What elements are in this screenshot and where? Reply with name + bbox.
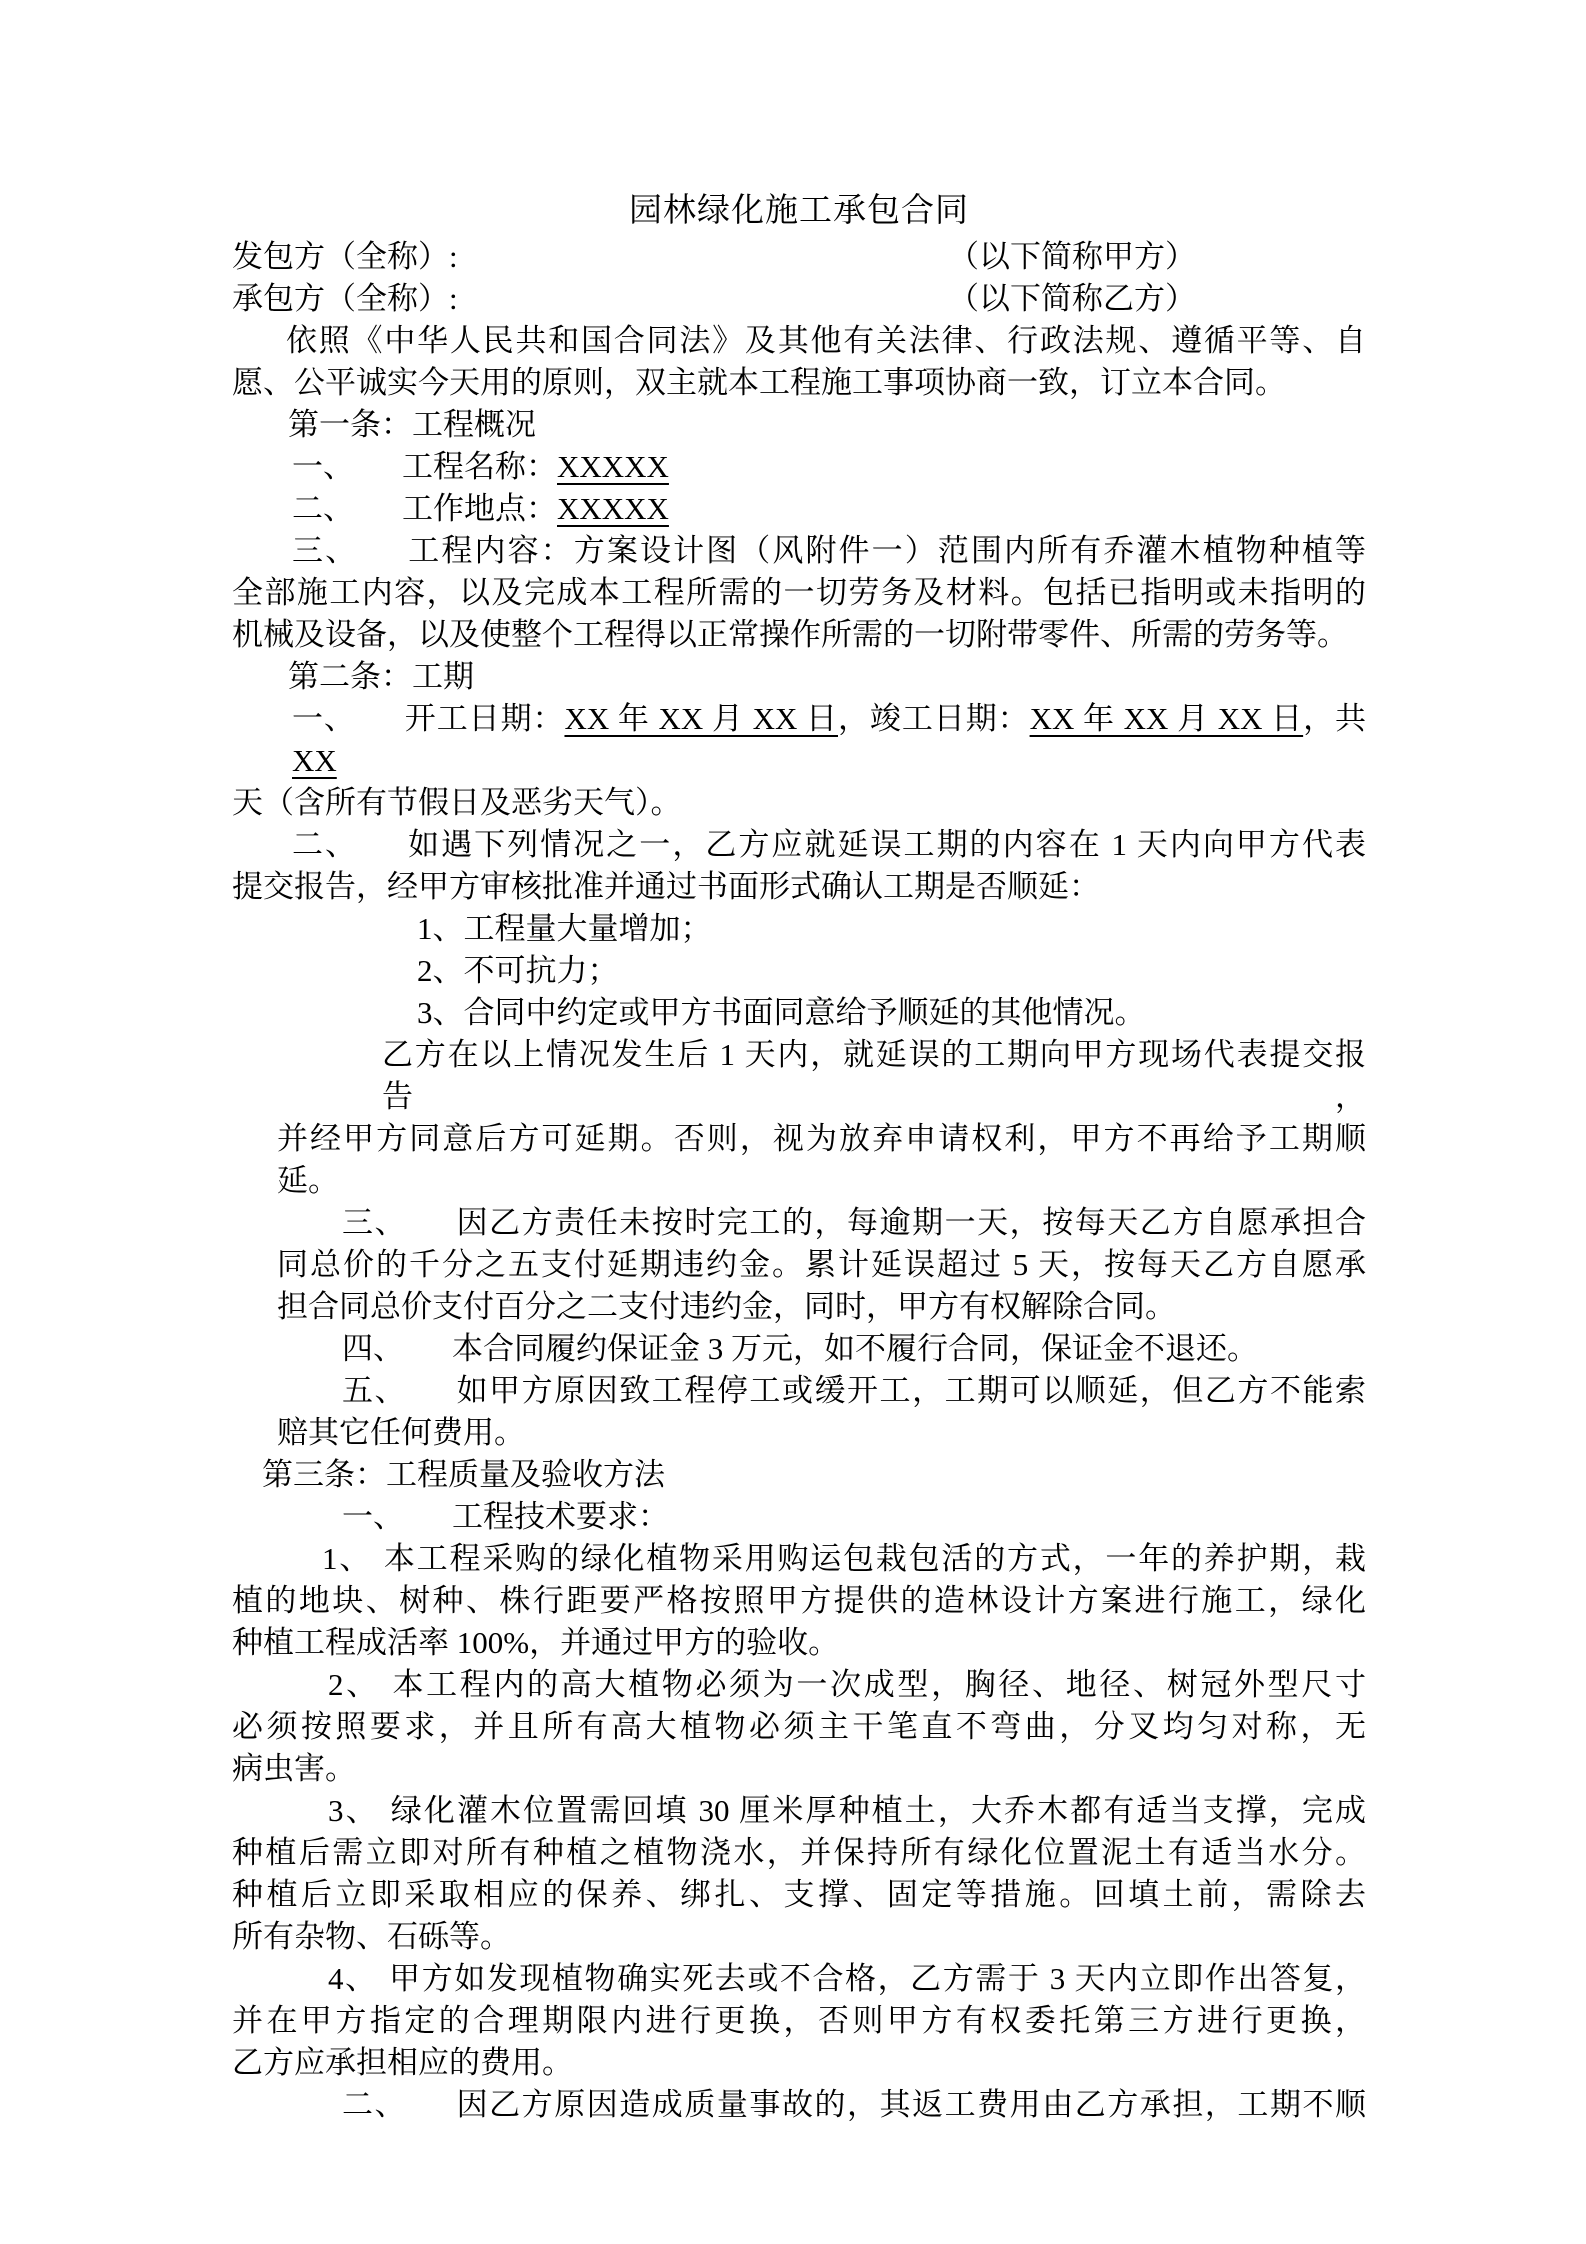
document-line <box>288 404 1366 446</box>
contract-document <box>232 186 1366 2126</box>
tab-gap <box>404 1526 452 1527</box>
tab-gap <box>407 2114 455 2115</box>
tab-gap <box>372 1568 382 1569</box>
text-segment: 开工日期： <box>403 701 565 736</box>
document-line <box>277 1244 1366 1286</box>
document-line <box>328 1790 1366 1832</box>
document-line <box>288 656 1366 698</box>
text-segment: 二、 <box>292 491 354 526</box>
text-segment: 1、 <box>322 1541 373 1576</box>
text-segment: 第一条：工程概况 <box>288 407 536 442</box>
document-line <box>232 236 1366 278</box>
tab-gap <box>379 1820 389 1821</box>
text-segment: 3、 <box>328 1793 379 1828</box>
document-line <box>232 1916 1366 1958</box>
text-segment: 2、不可抗力； <box>417 953 619 988</box>
document-line <box>292 446 1366 488</box>
text-segment: 工程内容：方案设计图（风附件一）范围内所有乔灌木植物种植等 <box>406 533 1367 568</box>
document-line <box>232 2000 1366 2042</box>
party-abbreviation: （以下简称甲方） <box>948 239 1196 274</box>
document-line <box>232 362 1366 404</box>
document-line <box>232 614 1366 656</box>
document-line <box>292 698 1366 782</box>
document-line <box>322 1538 1366 1580</box>
party-abbreviation: （以下简称乙方） <box>948 281 1196 316</box>
text-segment: 延。 <box>277 1163 339 1198</box>
text-segment: 第二条：工期 <box>288 659 474 694</box>
document-line <box>232 782 1366 824</box>
text-segment: 二、 <box>292 827 359 862</box>
text-segment: 种植工程成活率 100%，并通过甲方的验收。 <box>232 1625 840 1660</box>
blank-underline: XXXXX <box>557 449 669 484</box>
document-line <box>417 992 1366 1034</box>
text-segment: 3、合同中约定或甲方书面同意给予顺延的其他情况。 <box>417 995 1146 1030</box>
document-line <box>286 320 1366 362</box>
document-line <box>232 1580 1366 1622</box>
text-segment: 担合同总价支付百分之二支付违约金，同时，甲方有权解除合同。 <box>277 1289 1176 1324</box>
document-line <box>232 278 1366 320</box>
tab-gap <box>407 1232 455 1233</box>
text-segment: ，竣工日期： <box>838 701 1030 736</box>
blank-underline: XX 年 XX 月 XX 日 <box>564 701 838 736</box>
text-segment: 乙方在以上情况发生后 1 天内，就延误的工期向甲方现场代表提交报告， <box>382 1037 1366 1114</box>
tab-gap <box>380 1694 390 1695</box>
text-segment: 愿、公平诚实今天用的原则，双主就本工程施工事项协商一致，订立本合同。 <box>232 365 1286 400</box>
text-segment: 种植后立即采取相应的保养、绑扎、支撑、固定等措施。回填土前，需除去 <box>232 1877 1366 1912</box>
party-label: 发包方（全称）: <box>232 239 458 274</box>
tab-gap <box>407 1400 455 1401</box>
document-line <box>277 1160 1366 1202</box>
blank-underline: XX <box>292 743 337 778</box>
party-label: 承包方（全称）: <box>232 281 458 316</box>
document-title: 园林绿化施工承包合同 <box>629 193 969 229</box>
document-line <box>277 1118 1366 1160</box>
text-segment: 五、 <box>342 1373 408 1408</box>
text-segment: 依照《中华人民共和国合同法》及其他有关法律、行政法规、遵循平等、自 <box>286 323 1366 358</box>
text-segment: 植的地块、树种、株行距要严格按照甲方提供的造林设计方案进行施工，绿化 <box>232 1583 1366 1618</box>
tab-gap <box>356 728 404 729</box>
text-segment: 1、工程量大量增加； <box>417 911 712 946</box>
text-segment: 同总价的千分之五支付延期违约金。累计延误超过 5 天，按每天乙方自愿承 <box>277 1247 1366 1282</box>
text-segment: 甲方如发现植物确实死去或不合格，乙方需于 3 天内立即作出答复， <box>387 1961 1367 1996</box>
text-segment: 第三条：工程质量及验收方法 <box>262 1457 665 1492</box>
text-segment: 如遇下列情况之一，乙方应就延误工期的内容在 1 天内向甲方代表 <box>406 827 1366 862</box>
document-line <box>232 1832 1366 1874</box>
document-line <box>417 950 1366 992</box>
text-segment: 二、 <box>342 2087 408 2122</box>
document-line <box>328 1664 1366 1706</box>
text-segment: 因乙方责任未按时完工的，每逾期一天，按每天乙方自愿承担合 <box>455 1205 1367 1240</box>
text-segment: 天（含所有节假日及恶劣天气）。 <box>232 785 682 820</box>
text-segment: 本工程采购的绿化植物采用购运包栽包活的方式，一年的养护期，栽 <box>382 1541 1366 1576</box>
text-segment: 4、 <box>328 1961 378 1996</box>
document-line <box>232 1748 1366 1790</box>
text-segment: 一、 <box>342 1499 404 1534</box>
tab-gap <box>358 560 406 561</box>
text-segment: 所有杂物、石砾等。 <box>232 1919 511 1954</box>
text-segment: 全部施工内容，以及完成本工程所需的一切劳务及材料。包括已指明或未指明的 <box>232 575 1366 610</box>
text-segment: 本合同履约保证金 3 万元，如不履行合同，保证金不退还。 <box>452 1331 1258 1366</box>
document-line <box>277 1286 1366 1328</box>
document-line <box>342 1496 1366 1538</box>
tab-gap <box>354 476 402 477</box>
document-line <box>232 866 1366 908</box>
tab-gap <box>358 854 406 855</box>
document-line <box>342 1370 1366 1412</box>
text-segment: 三、 <box>342 1205 408 1240</box>
text-segment: 工程技术要求： <box>452 1499 669 1534</box>
document-line <box>232 2042 1366 2084</box>
text-segment: 2、 <box>328 1667 380 1702</box>
document-line <box>382 1034 1366 1118</box>
text-segment: 四、 <box>342 1331 404 1366</box>
tab-gap <box>354 518 402 519</box>
text-segment: 本工程内的高大植物必须为一次成型，胸径、地径、树冠外型尺寸 <box>389 1667 1367 1702</box>
text-segment: 并在甲方指定的合理期限内进行更换，否则甲方有权委托第三方进行更换， <box>232 2003 1366 2038</box>
document-line <box>232 1706 1366 1748</box>
tab-gap <box>378 1988 388 1989</box>
text-segment: 如甲方原因致工程停工或缓开工，工期可以顺延，但乙方不能索 <box>455 1373 1367 1408</box>
document-line <box>232 572 1366 614</box>
text-segment: 机械及设备，以及使整个工程得以正常操作所需的一切附带零件、所需的劳务等。 <box>232 617 1348 652</box>
text-segment: 一、 <box>292 701 356 736</box>
document-line <box>328 1958 1366 2000</box>
document-line <box>417 908 1366 950</box>
text-segment: 工程名称： <box>402 449 557 484</box>
document-line <box>232 1622 1366 1664</box>
text-segment: 赔其它任何费用。 <box>277 1415 525 1450</box>
document-line <box>292 530 1366 572</box>
document-line <box>262 1454 1366 1496</box>
text-segment: 病虫害。 <box>232 1751 356 1786</box>
document-line <box>342 2084 1366 2126</box>
blank-underline: XX 年 XX 月 XX 日 <box>1029 701 1304 736</box>
blank-underline: XXXXX <box>557 491 669 526</box>
text-segment: 一、 <box>292 449 354 484</box>
document-line <box>292 824 1366 866</box>
text-segment: 并经甲方同意后方可延期。否则，视为放弃申请权利，甲方不再给予工期顺 <box>277 1121 1366 1156</box>
text-segment: 种植后需立即对所有种植之植物浇水，并保持所有绿化位置泥土有适当水分。 <box>232 1835 1366 1870</box>
document-line <box>277 1412 1366 1454</box>
text-segment: 工作地点： <box>402 491 557 526</box>
text-segment: 必须按照要求，并且所有高大植物必须主干笔直不弯曲，分叉均匀对称，无 <box>232 1709 1366 1744</box>
document-body <box>232 236 1366 2126</box>
document-line <box>232 1874 1366 1916</box>
text-segment: 因乙方原因造成质量事故的，其返工费用由乙方承担，工期不顺 <box>455 2087 1367 2122</box>
text-segment: 提交报告，经甲方审核批准并通过书面形式确认工期是否顺延： <box>232 869 1100 904</box>
document-line <box>342 1328 1366 1370</box>
text-segment: 乙方应承担相应的费用。 <box>232 2045 573 2080</box>
text-segment: ，共 <box>1303 701 1367 736</box>
tab-gap <box>404 1358 452 1359</box>
text-segment: 三、 <box>292 533 359 568</box>
document-line <box>342 1202 1366 1244</box>
document-line <box>292 488 1366 530</box>
text-segment: 绿化灌木位置需回填 30 厘米厚种植土，大乔木都有适当支撑，完成 <box>388 1793 1366 1828</box>
